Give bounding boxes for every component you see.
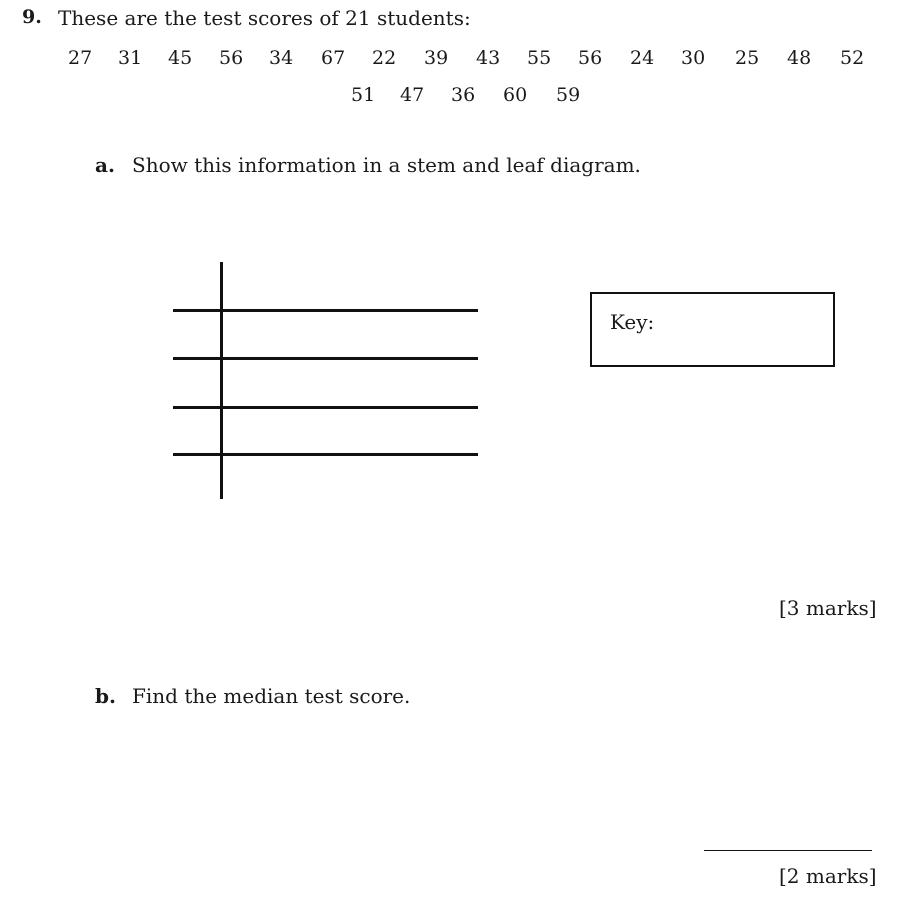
score-r1-7: 22 (372, 47, 397, 69)
score-r1-8: 39 (424, 47, 449, 69)
score-r1-9: 43 (476, 47, 501, 69)
key-label: Key: (610, 310, 655, 334)
part-b-letter: b. (95, 684, 116, 708)
part-a-marks: [3 marks] (779, 596, 877, 620)
score-r1-5: 34 (269, 47, 294, 69)
score-r2-5: 59 (556, 84, 581, 106)
part-a-text: Show this information in a stem and leaf diagram. (132, 153, 641, 177)
score-r1-10: 55 (527, 47, 552, 69)
score-r1-2: 31 (118, 47, 143, 69)
score-r1-11: 56 (578, 47, 603, 69)
score-r2-2: 47 (400, 84, 425, 106)
score-r2-1: 51 (351, 84, 376, 106)
row-line-2 (173, 357, 478, 360)
part-a-letter: a. (95, 153, 115, 177)
score-r1-16: 52 (840, 47, 865, 69)
score-r2-4: 60 (503, 84, 528, 106)
score-r1-6: 67 (321, 47, 346, 69)
score-r1-1: 27 (68, 47, 93, 69)
part-b-marks: [2 marks] (779, 864, 877, 888)
score-r1-14: 25 (735, 47, 760, 69)
answer-line[interactable] (704, 850, 872, 851)
row-line-3 (173, 406, 478, 409)
score-r1-13: 30 (681, 47, 706, 69)
score-r2-3: 36 (451, 84, 476, 106)
score-r1-12: 24 (630, 47, 655, 69)
question-number: 9. (22, 6, 42, 28)
score-r1-15: 48 (787, 47, 812, 69)
part-b-text: Find the median test score. (132, 684, 411, 708)
stem-divider-line (220, 262, 223, 499)
score-r1-4: 56 (219, 47, 244, 69)
row-line-1 (173, 309, 478, 312)
key-box[interactable] (590, 292, 835, 367)
score-r1-3: 45 (168, 47, 193, 69)
row-line-4 (173, 453, 478, 456)
question-text: These are the test scores of 21 students: (58, 6, 471, 30)
